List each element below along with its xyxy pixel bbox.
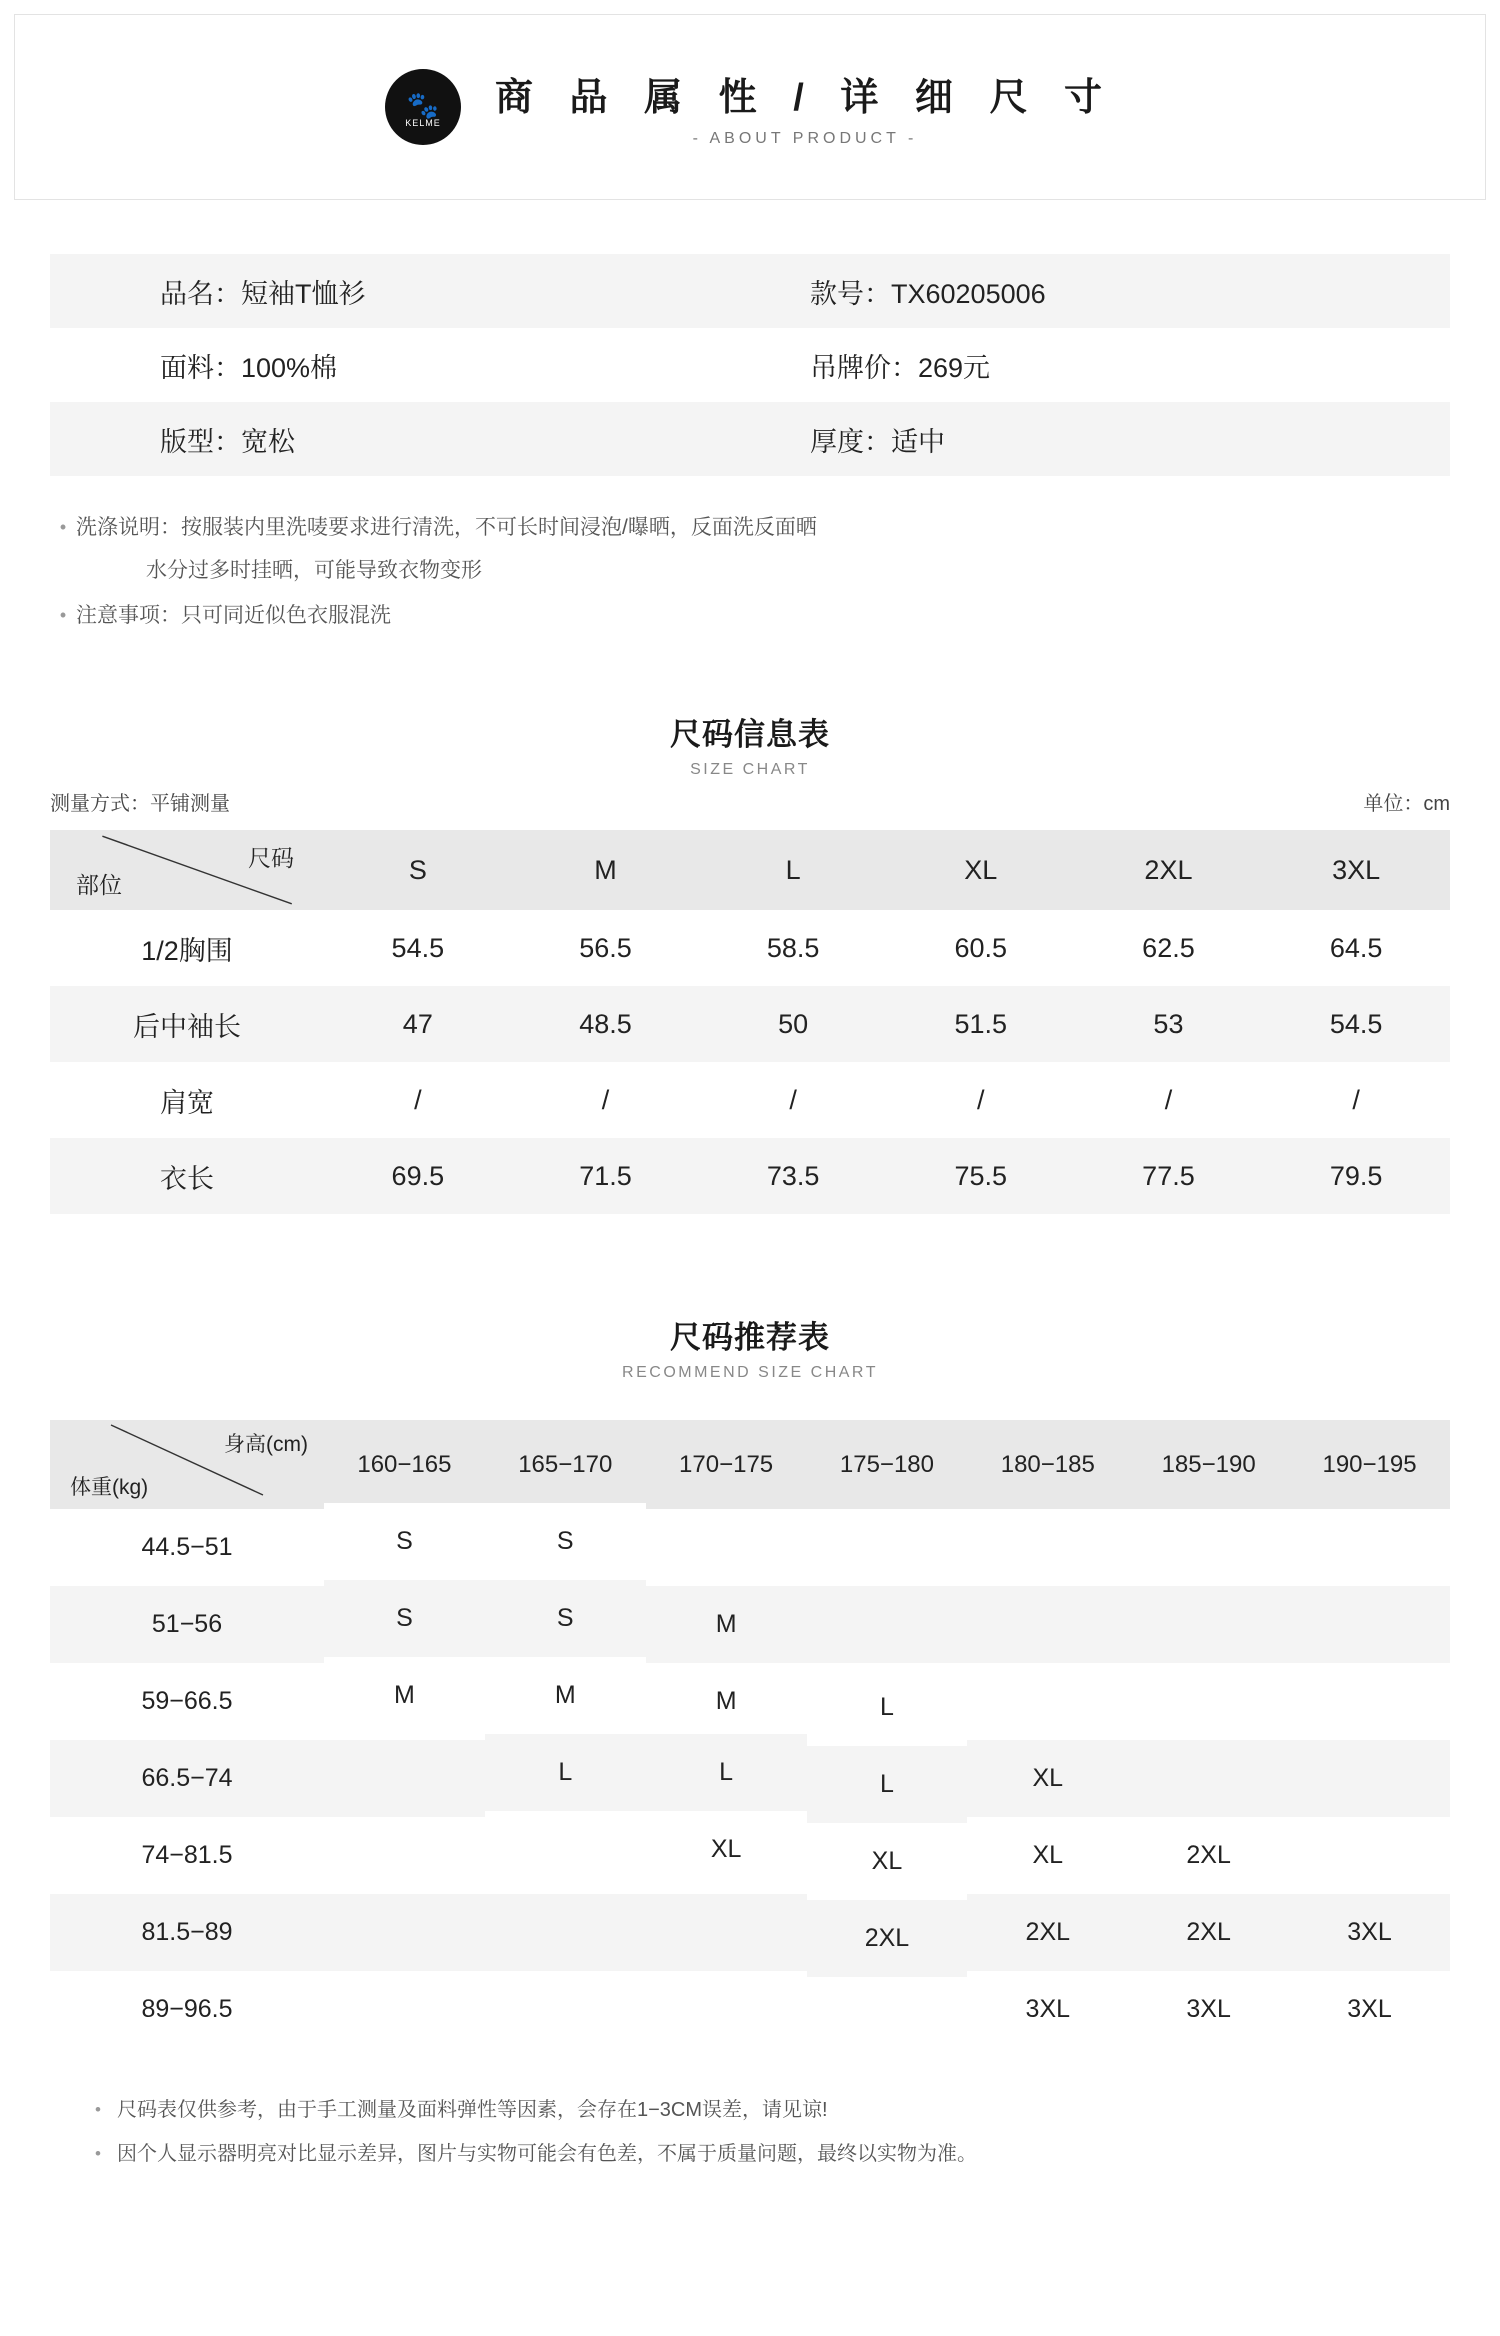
recommend-column-header: 185−190 [1128, 1420, 1289, 1509]
recommend-cell: S [324, 1503, 485, 1580]
note-wash [50, 510, 1450, 545]
recommend-row-label: 89−96.5 [50, 1971, 324, 2048]
size-cell: 77.5 [1075, 1138, 1263, 1214]
corner-label-size: 尺码 [248, 845, 294, 871]
footer-note-text: 因个人显示器明亮对比显示差异，图片与实物可能会有色差，不属于质量问题，最终以实物为准。 [117, 2143, 977, 2165]
recommend-cell: 3XL [1289, 1894, 1450, 1971]
size-cell: 69.5 [324, 1138, 512, 1214]
size-column-header: XL [887, 830, 1075, 910]
attribute-cell-fit: 版型：宽松 [50, 402, 750, 476]
size-chart-table [50, 830, 1450, 1214]
recommend-cell [1289, 1663, 1450, 1740]
size-chart-meta [50, 787, 1450, 816]
recommend-column-header: 165−170 [485, 1420, 646, 1509]
size-cell: 54.5 [1262, 986, 1450, 1062]
attribute-cell-style-no: 款号：TX60205006 [750, 254, 1450, 328]
size-cell: 50 [699, 986, 887, 1062]
recommend-cell [485, 1817, 646, 1894]
recommend-cell [1128, 1586, 1289, 1663]
table-row [50, 986, 1450, 1062]
table-row [50, 1894, 1450, 1971]
recommend-cell [1128, 1740, 1289, 1817]
size-column-header: 3XL [1262, 830, 1450, 910]
recommend-cell [646, 1894, 807, 1971]
table-row [50, 328, 1450, 402]
recommend-cell [485, 1894, 646, 1971]
recommend-row-label: 81.5−89 [50, 1894, 324, 1971]
table-row [50, 1663, 1450, 1740]
size-column-header: L [699, 830, 887, 910]
recommend-size-table [50, 1420, 1450, 2048]
recommend-cell [646, 1509, 807, 1586]
recommend-cell: M [646, 1586, 807, 1663]
size-cell: 56.5 [512, 910, 700, 986]
size-cell: / [1262, 1062, 1450, 1138]
size-column-header: S [324, 830, 512, 910]
table-row [50, 1062, 1450, 1138]
note-wash-line2: 水分过多时挂晒，可能导致衣物变形 [146, 559, 482, 582]
size-cell: 73.5 [699, 1138, 887, 1214]
size-cell: / [699, 1062, 887, 1138]
recommend-cell [1128, 1509, 1289, 1586]
care-notes [50, 510, 1450, 633]
recommend-cell: S [324, 1580, 485, 1657]
recommend-cell: L [807, 1746, 968, 1823]
recommend-corner [50, 1420, 324, 1509]
recommend-cell: XL [646, 1811, 807, 1888]
recommend-cell: M [646, 1663, 807, 1740]
recommend-cell [646, 1971, 807, 2048]
note-caution [50, 598, 1450, 633]
table-row [50, 1138, 1450, 1214]
bullet-icon: • [59, 605, 67, 625]
recommend-cell: L [485, 1734, 646, 1811]
footer-note-2 [95, 2132, 1405, 2176]
page-title: 商 品 属 性 / 详 细 尺 寸 [494, 77, 1116, 119]
size-cell: 75.5 [887, 1138, 1075, 1214]
recommend-cell [967, 1586, 1128, 1663]
recommend-cell: M [485, 1657, 646, 1734]
table-header-row [50, 830, 1450, 910]
recommend-cell: XL [967, 1817, 1128, 1894]
bullet-icon: • [95, 2100, 101, 2119]
table-row [50, 1817, 1450, 1894]
size-cell: 58.5 [699, 910, 887, 986]
recommend-column-header: 160−165 [324, 1420, 485, 1509]
size-cell: / [324, 1062, 512, 1138]
recommend-column-header: 190−195 [1289, 1420, 1450, 1509]
page-header [14, 14, 1486, 200]
recommend-cell: XL [807, 1823, 968, 1900]
brand-logo-text: KELME [405, 117, 441, 128]
footer-notes [95, 2088, 1405, 2176]
recommend-cell [324, 1971, 485, 2048]
size-cell: 79.5 [1262, 1138, 1450, 1214]
size-row-label: 后中袖长 [50, 986, 324, 1062]
size-cell: 71.5 [512, 1138, 700, 1214]
size-column-header: M [512, 830, 700, 910]
size-row-label: 衣长 [50, 1138, 324, 1214]
recommend-cell [967, 1509, 1128, 1586]
size-cell: 48.5 [512, 986, 700, 1062]
recommend-cell: 2XL [967, 1894, 1128, 1971]
recommend-cell [324, 1817, 485, 1894]
recommend-cell [807, 1971, 968, 2048]
size-chart-subtitle: SIZE CHART [690, 761, 810, 778]
footer-note-1 [95, 2088, 1405, 2132]
paw-icon: 🐾 [406, 89, 440, 120]
table-header-row [50, 1420, 1450, 1509]
note-label: 注意事项： [76, 604, 181, 627]
table-row [50, 402, 1450, 476]
recommend-cell [807, 1586, 968, 1663]
recommend-cell: 3XL [1289, 1971, 1450, 2048]
recommend-cell: 3XL [967, 1971, 1128, 2048]
attribute-cell-fabric: 面料：100%棉 [50, 328, 750, 402]
recommend-cell [1289, 1509, 1450, 1586]
measure-unit: 单位：cm [1363, 793, 1450, 815]
brand-logo [385, 69, 461, 145]
recommend-cell: XL [967, 1740, 1128, 1817]
size-row-label: 肩宽 [50, 1062, 324, 1138]
size-row-label: 1/2胸围 [50, 910, 324, 986]
recommend-cell: L [646, 1734, 807, 1811]
table-row [50, 254, 1450, 328]
recommend-cell: 2XL [1128, 1894, 1289, 1971]
recommend-column-header: 170−175 [646, 1420, 807, 1509]
size-cell: / [512, 1062, 700, 1138]
recommend-row-label: 74−81.5 [50, 1817, 324, 1894]
recommend-cell: 2XL [1128, 1817, 1289, 1894]
size-cell: 62.5 [1075, 910, 1263, 986]
recommend-column-header: 175−180 [807, 1420, 968, 1509]
attribute-cell-thickness: 厚度：适中 [750, 402, 1450, 476]
note-text: 按服装内里洗唛要求进行清洗，不可长时间浸泡/曝晒，反面洗反面晒 [181, 516, 817, 539]
recommend-cell [1289, 1586, 1450, 1663]
attribute-cell-price: 吊牌价：269元 [750, 328, 1450, 402]
note-label: 洗涤说明： [76, 516, 181, 539]
size-cell: 54.5 [324, 910, 512, 986]
note-text: 只可同近似色衣服混洗 [181, 604, 391, 627]
recommend-cell: S [485, 1580, 646, 1657]
recommend-cell: 3XL [1128, 1971, 1289, 2048]
recommend-row-label: 66.5−74 [50, 1740, 324, 1817]
recommend-row-label: 44.5−51 [50, 1509, 324, 1586]
measure-method: 测量方式：平铺测量 [50, 793, 230, 815]
size-cell: / [1075, 1062, 1263, 1138]
recommend-chart-subtitle: RECOMMEND SIZE CHART [622, 1364, 878, 1381]
bullet-icon: • [59, 517, 67, 537]
table-row [50, 1971, 1450, 2048]
table-row [50, 910, 1450, 986]
corner-label-weight: 体重(kg) [70, 1476, 149, 1499]
size-cell: 51.5 [887, 986, 1075, 1062]
size-cell: 47 [324, 986, 512, 1062]
table-row [50, 1740, 1450, 1817]
product-attributes-table [50, 254, 1450, 476]
recommend-chart-title: 尺码推荐表 [670, 1320, 830, 1355]
recommend-cell: S [485, 1503, 646, 1580]
recommend-cell: L [807, 1669, 968, 1746]
recommend-cell [324, 1740, 485, 1817]
recommend-row-label: 59−66.5 [50, 1663, 324, 1740]
size-cell: 64.5 [1262, 910, 1450, 986]
recommend-column-header: 180−185 [967, 1420, 1128, 1509]
recommend-cell [324, 1894, 485, 1971]
size-chart-title: 尺码信息表 [670, 717, 830, 752]
recommend-cell: 2XL [807, 1900, 968, 1977]
size-column-header: 2XL [1075, 830, 1263, 910]
size-cell: 60.5 [887, 910, 1075, 986]
recommend-cell [967, 1663, 1128, 1740]
recommend-cell [807, 1509, 968, 1586]
recommend-cell [1128, 1663, 1289, 1740]
product-detail-page [0, 14, 1500, 2336]
table-row [50, 1586, 1450, 1663]
size-chart-heading [0, 709, 1500, 779]
footer-note-text: 尺码表仅供参考，由于手工测量及面料弹性等因素，会存在1−3CM误差，请见谅! [117, 2099, 828, 2121]
bullet-icon: • [95, 2144, 101, 2163]
recommend-cell [1289, 1740, 1450, 1817]
recommend-chart-heading [0, 1312, 1500, 1382]
recommend-row-label: 51−56 [50, 1586, 324, 1663]
table-row [50, 1509, 1450, 1586]
size-chart-corner [50, 830, 324, 910]
attribute-cell-name: 品名：短袖T恤衫 [50, 254, 750, 328]
recommend-cell: M [324, 1657, 485, 1734]
size-cell: / [887, 1062, 1075, 1138]
recommend-cell [1289, 1817, 1450, 1894]
corner-label-height: 身高(cm) [224, 1433, 308, 1456]
size-cell: 53 [1075, 986, 1263, 1062]
corner-label-part: 部位 [76, 872, 122, 898]
page-subtitle: - ABOUT PRODUCT - [692, 130, 918, 147]
recommend-cell [485, 1971, 646, 2048]
